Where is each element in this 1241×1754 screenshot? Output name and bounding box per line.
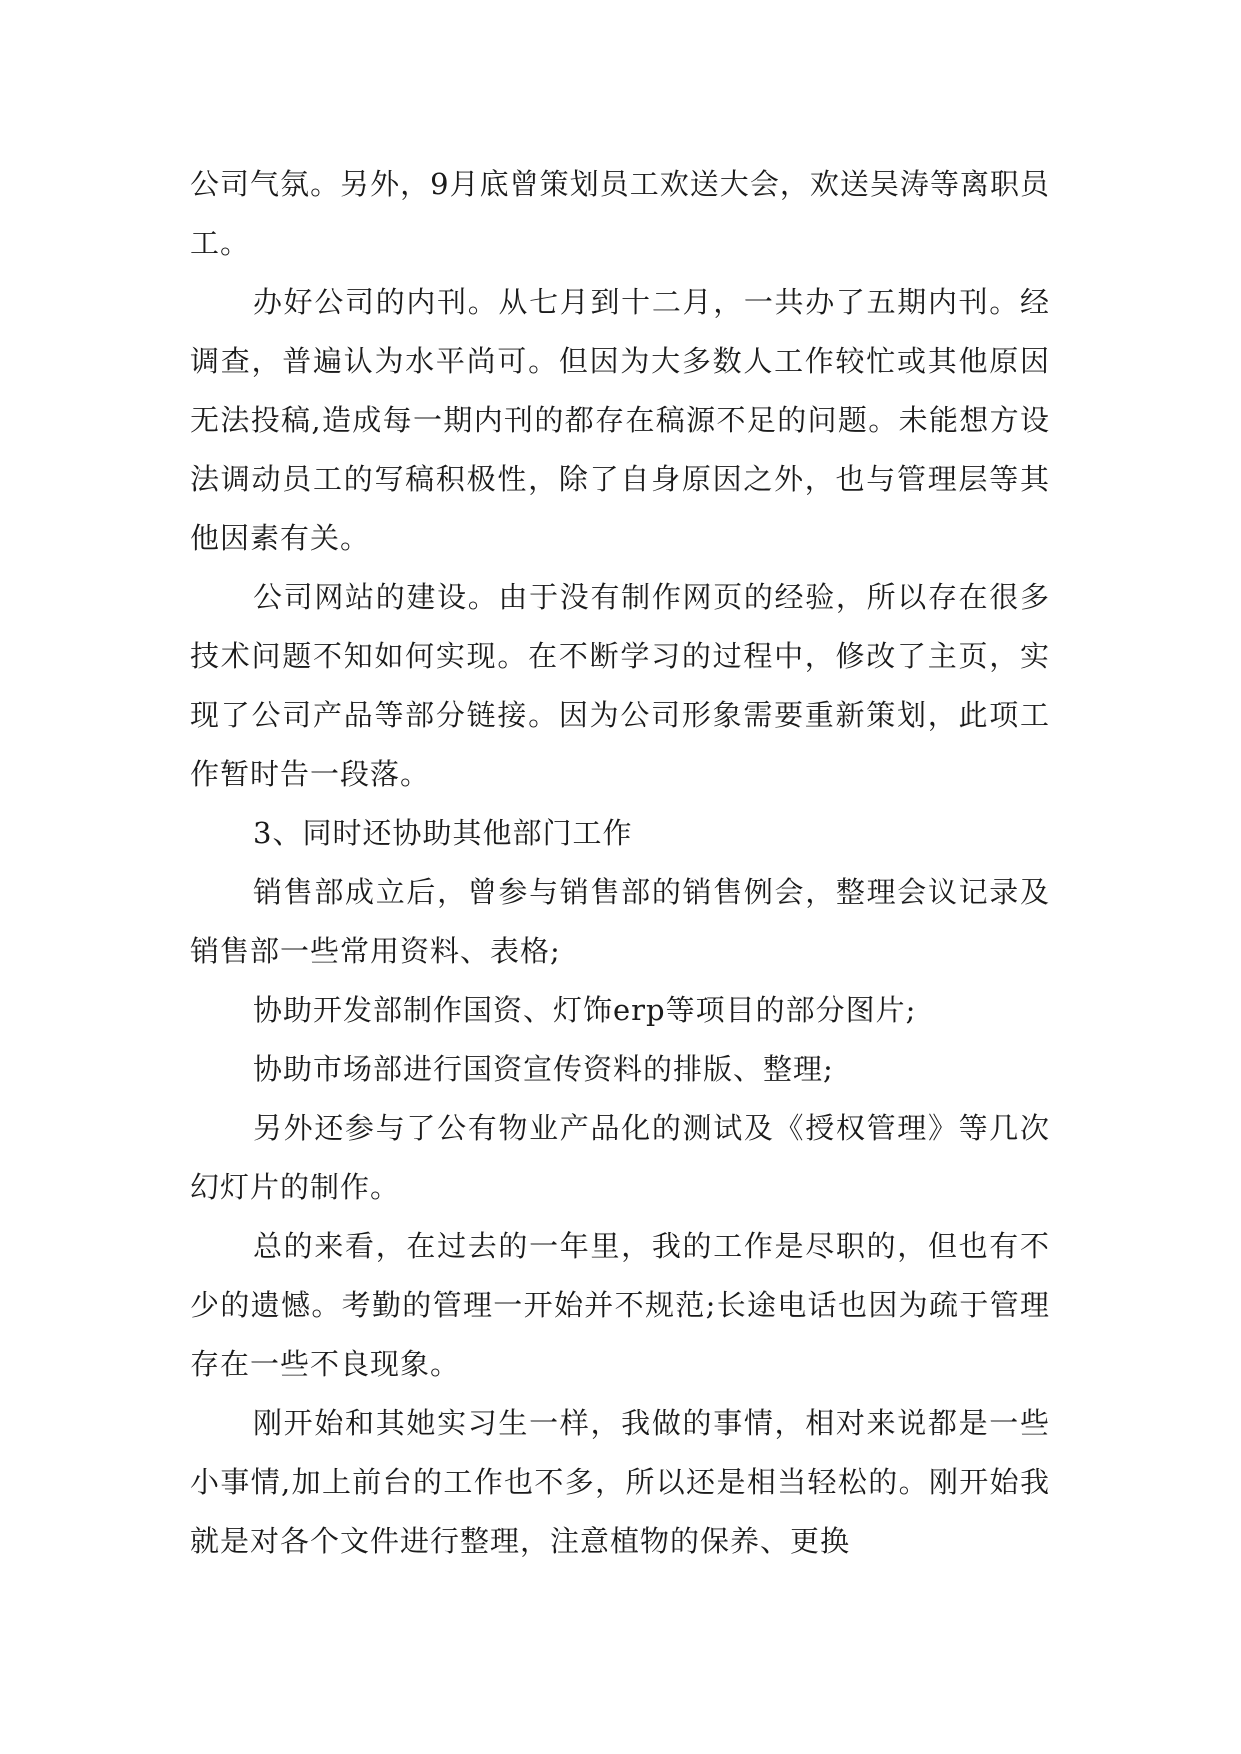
- paragraph-5: 销售部成立后，曾参与销售部的销售例会，整理会议记录及销售部一些常用资料、表格;: [190, 875, 1050, 968]
- paragraph-10: 刚开始和其她实习生一样，我做的事情，相对来说都是一些小事情,加上前台的工作也不多，所以还是相当轻松的。刚开始我就是对各个文件进行整理，注意植物的保养、更换: [190, 1406, 1050, 1558]
- paragraph-9: 总的来看，在过去的一年里，我的工作是尽职的，但也有不少的遗憾。考勤的管理一开始并不规范;长途电话也因为疏于管理存在一些不良现象。: [190, 1229, 1050, 1381]
- paragraph-2: 办好公司的内刊。从七月到十二月，一共办了五期内刊。经调查，普遍认为水平尚可。但因为大多数人工作较忙或其他原因无法投稿,造成每一期内刊的都存在稿源不足的问题。未能想方设法调动员工的写稿积极性，除了自身原因之外，也与管理层等其他因素有关。: [190, 285, 1050, 555]
- paragraph-8: 另外还参与了公有物业产品化的测试及《授权管理》等几次幻灯片的制作。: [190, 1111, 1050, 1204]
- paragraph-7: 协助市场部进行国资宣传资料的排版、整理;: [253, 1052, 834, 1086]
- paragraph-3: 公司网站的建设。由于没有制作网页的经验，所以存在很多技术问题不知如何实现。在不断学习的过程中，修改了主页，实现了公司产品等部分链接。因为公司形象需要重新策划，此项工作暂时告一段落。: [190, 580, 1050, 791]
- paragraph-1: 公司气氛。另外，9月底曾策划员工欢送大会，欢送吴涛等离职员工。: [190, 167, 1050, 260]
- document-page: [190, 155, 1050, 1571]
- paragraph-6: 协助开发部制作国资、灯饰erp等项目的部分图片;: [253, 993, 917, 1027]
- paragraph-4: 3、同时还协助其他部门工作: [253, 816, 633, 850]
